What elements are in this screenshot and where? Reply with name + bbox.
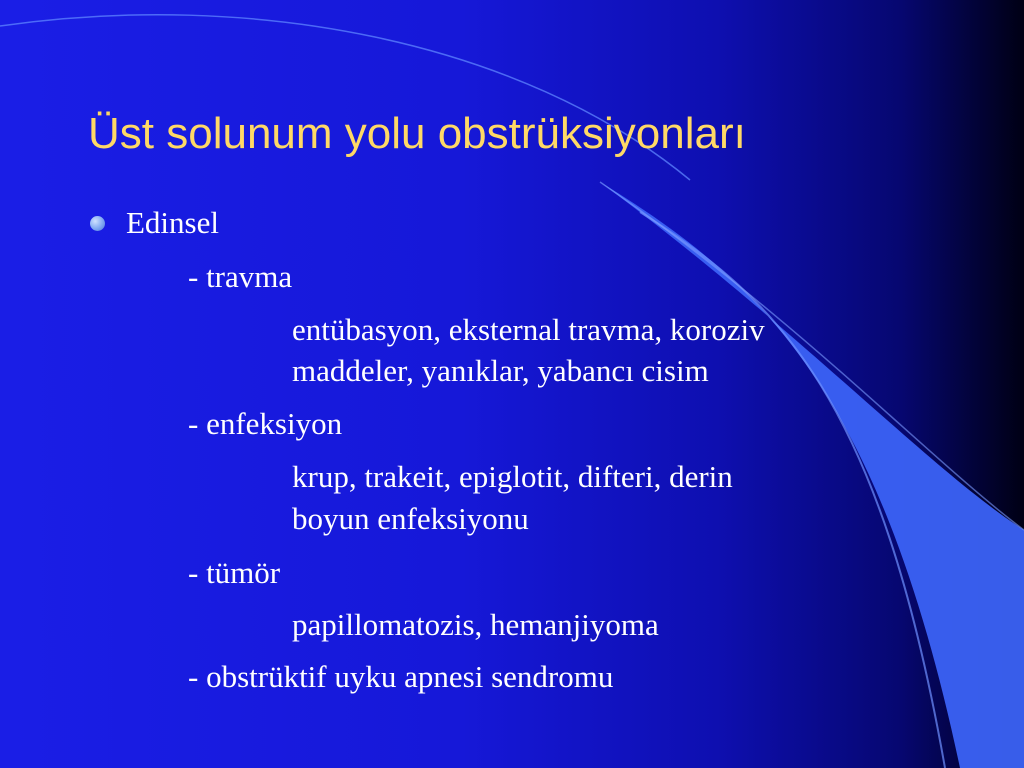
- detail-line: krup, trakeit, epiglotit, difteri, derin: [292, 459, 733, 494]
- sub-item-uyku-apnesi: - obstrüktif uyku apnesi sendromu: [188, 659, 614, 694]
- sub-item-enfeksiyon: - enfeksiyon: [188, 406, 343, 441]
- detail-line: entübasyon, eksternal travma, koroziv: [292, 312, 765, 347]
- detail-line: maddeler, yanıklar, yabancı cisim: [292, 353, 709, 388]
- sub-item-tumor: - tümör: [188, 555, 281, 590]
- round-bullet-icon: [90, 216, 105, 231]
- slide-title: Üst solunum yolu obstrüksiyonları: [88, 109, 746, 158]
- bullet-item-edinsel: Edinsel: [126, 205, 219, 240]
- detail-line: boyun enfeksiyonu: [292, 501, 529, 536]
- detail-line: papillomatozis, hemanjiyoma: [292, 607, 659, 642]
- sub-item-travma: - travma: [188, 259, 293, 294]
